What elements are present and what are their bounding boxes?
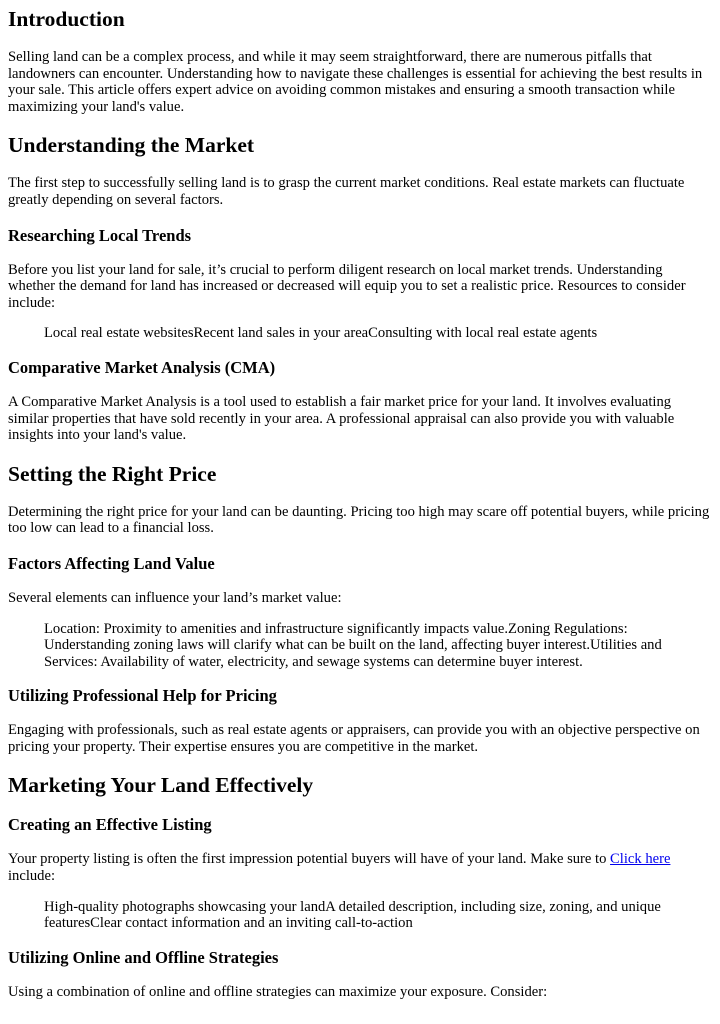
setting-right-price-heading: Setting the Right Price	[8, 461, 217, 486]
professional-help-pricing-heading: Utilizing Professional Help for Pricing	[8, 686, 277, 706]
factors-affecting-land-value-heading: Factors Affecting Land Value	[8, 553, 215, 573]
local-trends-resources-list: Local real estate websitesRecent land sales in your areaConsulting with local real estate agents	[44, 325, 598, 342]
cma-heading: Comparative Market Analysis (CMA)	[8, 357, 276, 377]
online-offline-strategies-heading: Utilizing Online and Offline Strategies	[8, 947, 279, 967]
cma-paragraph: A Comparative Market Analysis is a tool used to establish a fair market price for your land. It involves evaluating similar properties that have sold recently in your area. A professional appraisal can also provide you with valuable insights into your land's value.	[8, 393, 675, 444]
effective-listing-text-before: Your property listing is often the first impression potential buyers will have of your land. Make sure to	[8, 851, 611, 868]
introduction-heading: Introduction	[8, 7, 125, 31]
effective-listing-text-after: include:	[8, 868, 56, 885]
effective-listing-paragraph	[8, 851, 712, 884]
article	[0, 7, 712, 1000]
factors-affecting-land-value-paragraph: Several elements can influence your land’s market value:	[8, 589, 342, 606]
setting-right-price-paragraph: Determining the right price for your land can be daunting. Pricing too high may scare off potential buyers, while pricing too low can lead to a financial loss.	[8, 503, 710, 537]
introduction-paragraph: Selling land can be a complex process, and while it may seem straightforward, there are numerous pitfalls that landowners can encounter. Understanding how to navigate these challenges is essential for achieving the best results in your sale. This article offers expert advice on avoiding common mistakes and ensuring a smooth transaction while maximizing your land's value.	[8, 49, 703, 115]
land-value-factors-list: Location: Proximity to amenities and infrastructure significantly impacts value.Zoning Regulations: Understanding zoning laws will clarify what can be built on the land, affecting buyer interest.Utilities and Services: Availability of water, electricity, and sewage systems can determine buyer interest.	[44, 620, 662, 670]
understanding-market-heading: Understanding the Market	[8, 133, 255, 158]
effective-listing-heading: Creating an Effective Listing	[8, 815, 212, 835]
marketing-land-heading: Marketing Your Land Effectively	[8, 773, 314, 798]
understanding-market-paragraph: The first step to successfully selling land is to grasp the current market conditions. Real estate markets can fluctuate greatly depending on several factors.	[8, 175, 685, 208]
online-offline-strategies-paragraph: Using a combination of online and offline strategies can maximize your exposure. Consider:	[8, 983, 548, 1000]
researching-local-trends-heading: Researching Local Trends	[8, 225, 192, 245]
researching-local-trends-paragraph: Before you list your land for sale, it’s crucial to perform diligent research on local market trends. Understanding whether the demand for land has increased or decreased will equip you to set a realistic price. Resources to consider include:	[8, 261, 686, 311]
listing-features-list: High-quality photographs showcasing your landA detailed description, including size, zoning, and unique featuresClear contact information and an inviting call-to-action	[44, 898, 661, 932]
click-here-link[interactable]: Click here	[610, 851, 671, 868]
professional-help-pricing-paragraph: Engaging with professionals, such as real estate agents or appraisers, can provide you with an objective perspective on pricing your property. Their expertise ensures you are competitive in the market.	[8, 722, 700, 755]
